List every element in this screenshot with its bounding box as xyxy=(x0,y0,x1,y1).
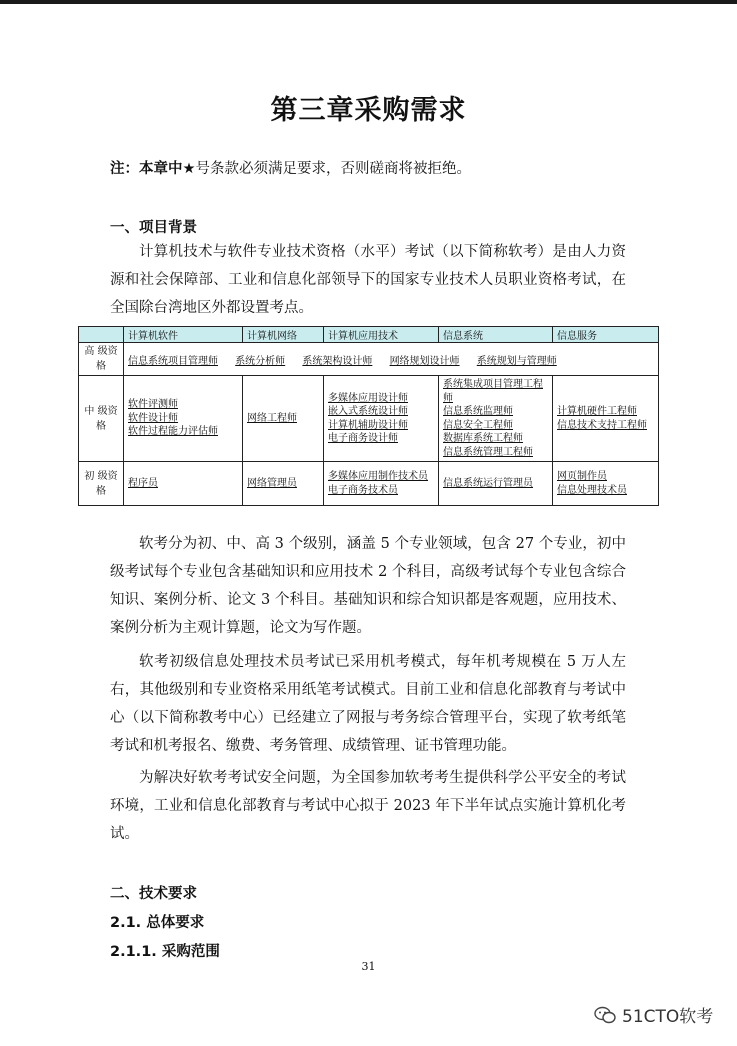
row-label-senior: 高 级资格 xyxy=(79,343,124,376)
middle-infosys-item[interactable]: 信息系统管理工程师 xyxy=(443,446,533,458)
junior-infoservice-item[interactable]: 网页制作员 xyxy=(557,471,607,482)
intro-paragraph: 计算机技术与软件专业技术资格（水平）考试（以下简称软考）是由人力资源和社会保障部、工业和信息化部领导下的国家专业技术人员职业资格考试，在全国除台湾地区外都设置考点。 xyxy=(110,244,626,316)
header-infoservice: 信息服务 xyxy=(553,327,659,343)
senior-item[interactable]: 信息系统项目管理师 xyxy=(128,355,218,367)
junior-infosys-cell xyxy=(439,462,553,506)
middle-infosys-cell xyxy=(439,376,553,462)
junior-software-item[interactable]: 程序员 xyxy=(128,477,158,489)
header-network: 计算机网络 xyxy=(243,327,324,343)
qualification-table xyxy=(78,326,659,506)
page-number: 31 xyxy=(361,960,376,973)
table-row-middle xyxy=(79,376,659,462)
table-corner-cell xyxy=(79,327,124,343)
middle-network-item[interactable]: 网络工程师 xyxy=(247,412,297,424)
middle-infosys-item[interactable]: 信息系统监理师 xyxy=(443,406,513,417)
junior-application-cell xyxy=(324,462,439,506)
junior-application-item[interactable]: 多媒体应用制作技术员 xyxy=(328,471,428,482)
table-row-junior xyxy=(79,462,659,506)
middle-application-item[interactable]: 计算机辅助设计师 xyxy=(328,419,408,431)
body-paragraph: 软考初级信息处理技术员考试已采用机考模式，每年机考规模在 5 万人左右，其他级别和专业资格采用纸笔考试模式。目前工业和信息化部教育与考试中心（以下简称教考中心）已经建立了网报与考务综合管理平台，实现了软考纸笔考试和机考报名、缴费、考务管理、成绩管理、证书管理功能。 xyxy=(110,654,626,754)
junior-infosys-item[interactable]: 信息系统运行管理员 xyxy=(443,477,533,489)
middle-software-item[interactable]: 软件设计师 xyxy=(128,412,178,424)
note-prefix: 注：本章中★ xyxy=(110,161,196,177)
middle-infosys-item[interactable]: 信息安全工程师 xyxy=(443,419,513,431)
watermark xyxy=(594,1002,713,1027)
middle-software-cell xyxy=(124,376,243,462)
middle-software-item[interactable]: 软件评测师 xyxy=(128,399,178,411)
junior-network-cell xyxy=(243,462,324,506)
junior-application-item[interactable]: 电子商务技术员 xyxy=(328,484,398,496)
middle-infoservice-item[interactable]: 计算机硬件工程师 xyxy=(557,406,637,417)
senior-item[interactable]: 系统分析师 xyxy=(235,355,286,367)
watermark-text: 51CTO软考 xyxy=(622,1007,714,1027)
chapter-title: 第三章采购需求 xyxy=(270,95,467,126)
junior-software-cell xyxy=(124,462,243,506)
senior-item[interactable]: 系统规划与管理师 xyxy=(476,355,557,367)
junior-infoservice-item[interactable]: 信息处理技术员 xyxy=(557,484,627,496)
note-line xyxy=(110,157,471,178)
senior-item[interactable]: 网络规划设计师 xyxy=(389,355,460,367)
senior-item[interactable]: 系统架构设计师 xyxy=(302,355,373,367)
junior-infoservice-cell xyxy=(553,462,659,506)
subsubsection-heading: 2.1.1. 采购范围 xyxy=(110,944,220,960)
middle-infoservice-item[interactable]: 信息技术支持工程师 xyxy=(557,419,647,431)
table-row-senior xyxy=(79,343,659,376)
top-border xyxy=(0,0,737,4)
header-software: 计算机软件 xyxy=(124,327,243,343)
middle-application-cell xyxy=(324,376,439,462)
middle-application-item[interactable]: 嵌入式系统设计师 xyxy=(328,406,408,417)
header-application: 计算机应用技术 xyxy=(324,327,439,343)
section-heading-tech: 二、技术要求 xyxy=(110,886,197,902)
senior-items-cell xyxy=(124,343,659,376)
row-label-junior: 初 级资格 xyxy=(79,462,124,506)
junior-network-item[interactable]: 网络管理员 xyxy=(247,477,297,489)
body-paragraph: 软考分为初、中、高 3 个级别，涵盖 5 个专业领域，包含 27 个专业，初中级考试每个专业包含基础知识和应用技术 2 个科目，高级考试每个专业包含综合知识、案例分析、论文 3 个科目。基础知识和综合知识都是客观题，应用技术、案例分析为主观计算题，论文为写作题。 xyxy=(110,536,626,636)
row-label-middle: 中 级资格 xyxy=(79,376,124,462)
middle-network-cell xyxy=(243,376,324,462)
middle-application-item[interactable]: 多媒体应用设计师 xyxy=(328,392,408,404)
middle-software-item[interactable]: 软件过程能力评估师 xyxy=(128,426,218,438)
middle-application-item[interactable]: 电子商务设计师 xyxy=(328,433,398,444)
header-infosys: 信息系统 xyxy=(439,327,553,343)
section-heading-background: 一、项目背景 xyxy=(110,220,197,236)
subsection-heading: 2.1. 总体要求 xyxy=(110,915,205,931)
middle-infosys-item[interactable]: 系统集成项目管理工程师 xyxy=(443,379,543,404)
note-text: 号条款必须满足要求，否则磋商将被拒绝。 xyxy=(195,161,471,177)
middle-infoservice-cell xyxy=(553,376,659,462)
middle-infosys-item[interactable]: 数据库系统工程师 xyxy=(443,433,523,444)
table-header-row xyxy=(79,327,659,343)
wechat-icon xyxy=(594,1006,616,1024)
body-paragraph: 为解决好软考考试安全问题，为全国参加软考考生提供科学公平安全的考试环境，工业和信息化部教育与考试中心拟于 2023 年下半年试点实施计算机化考试。 xyxy=(110,770,626,842)
